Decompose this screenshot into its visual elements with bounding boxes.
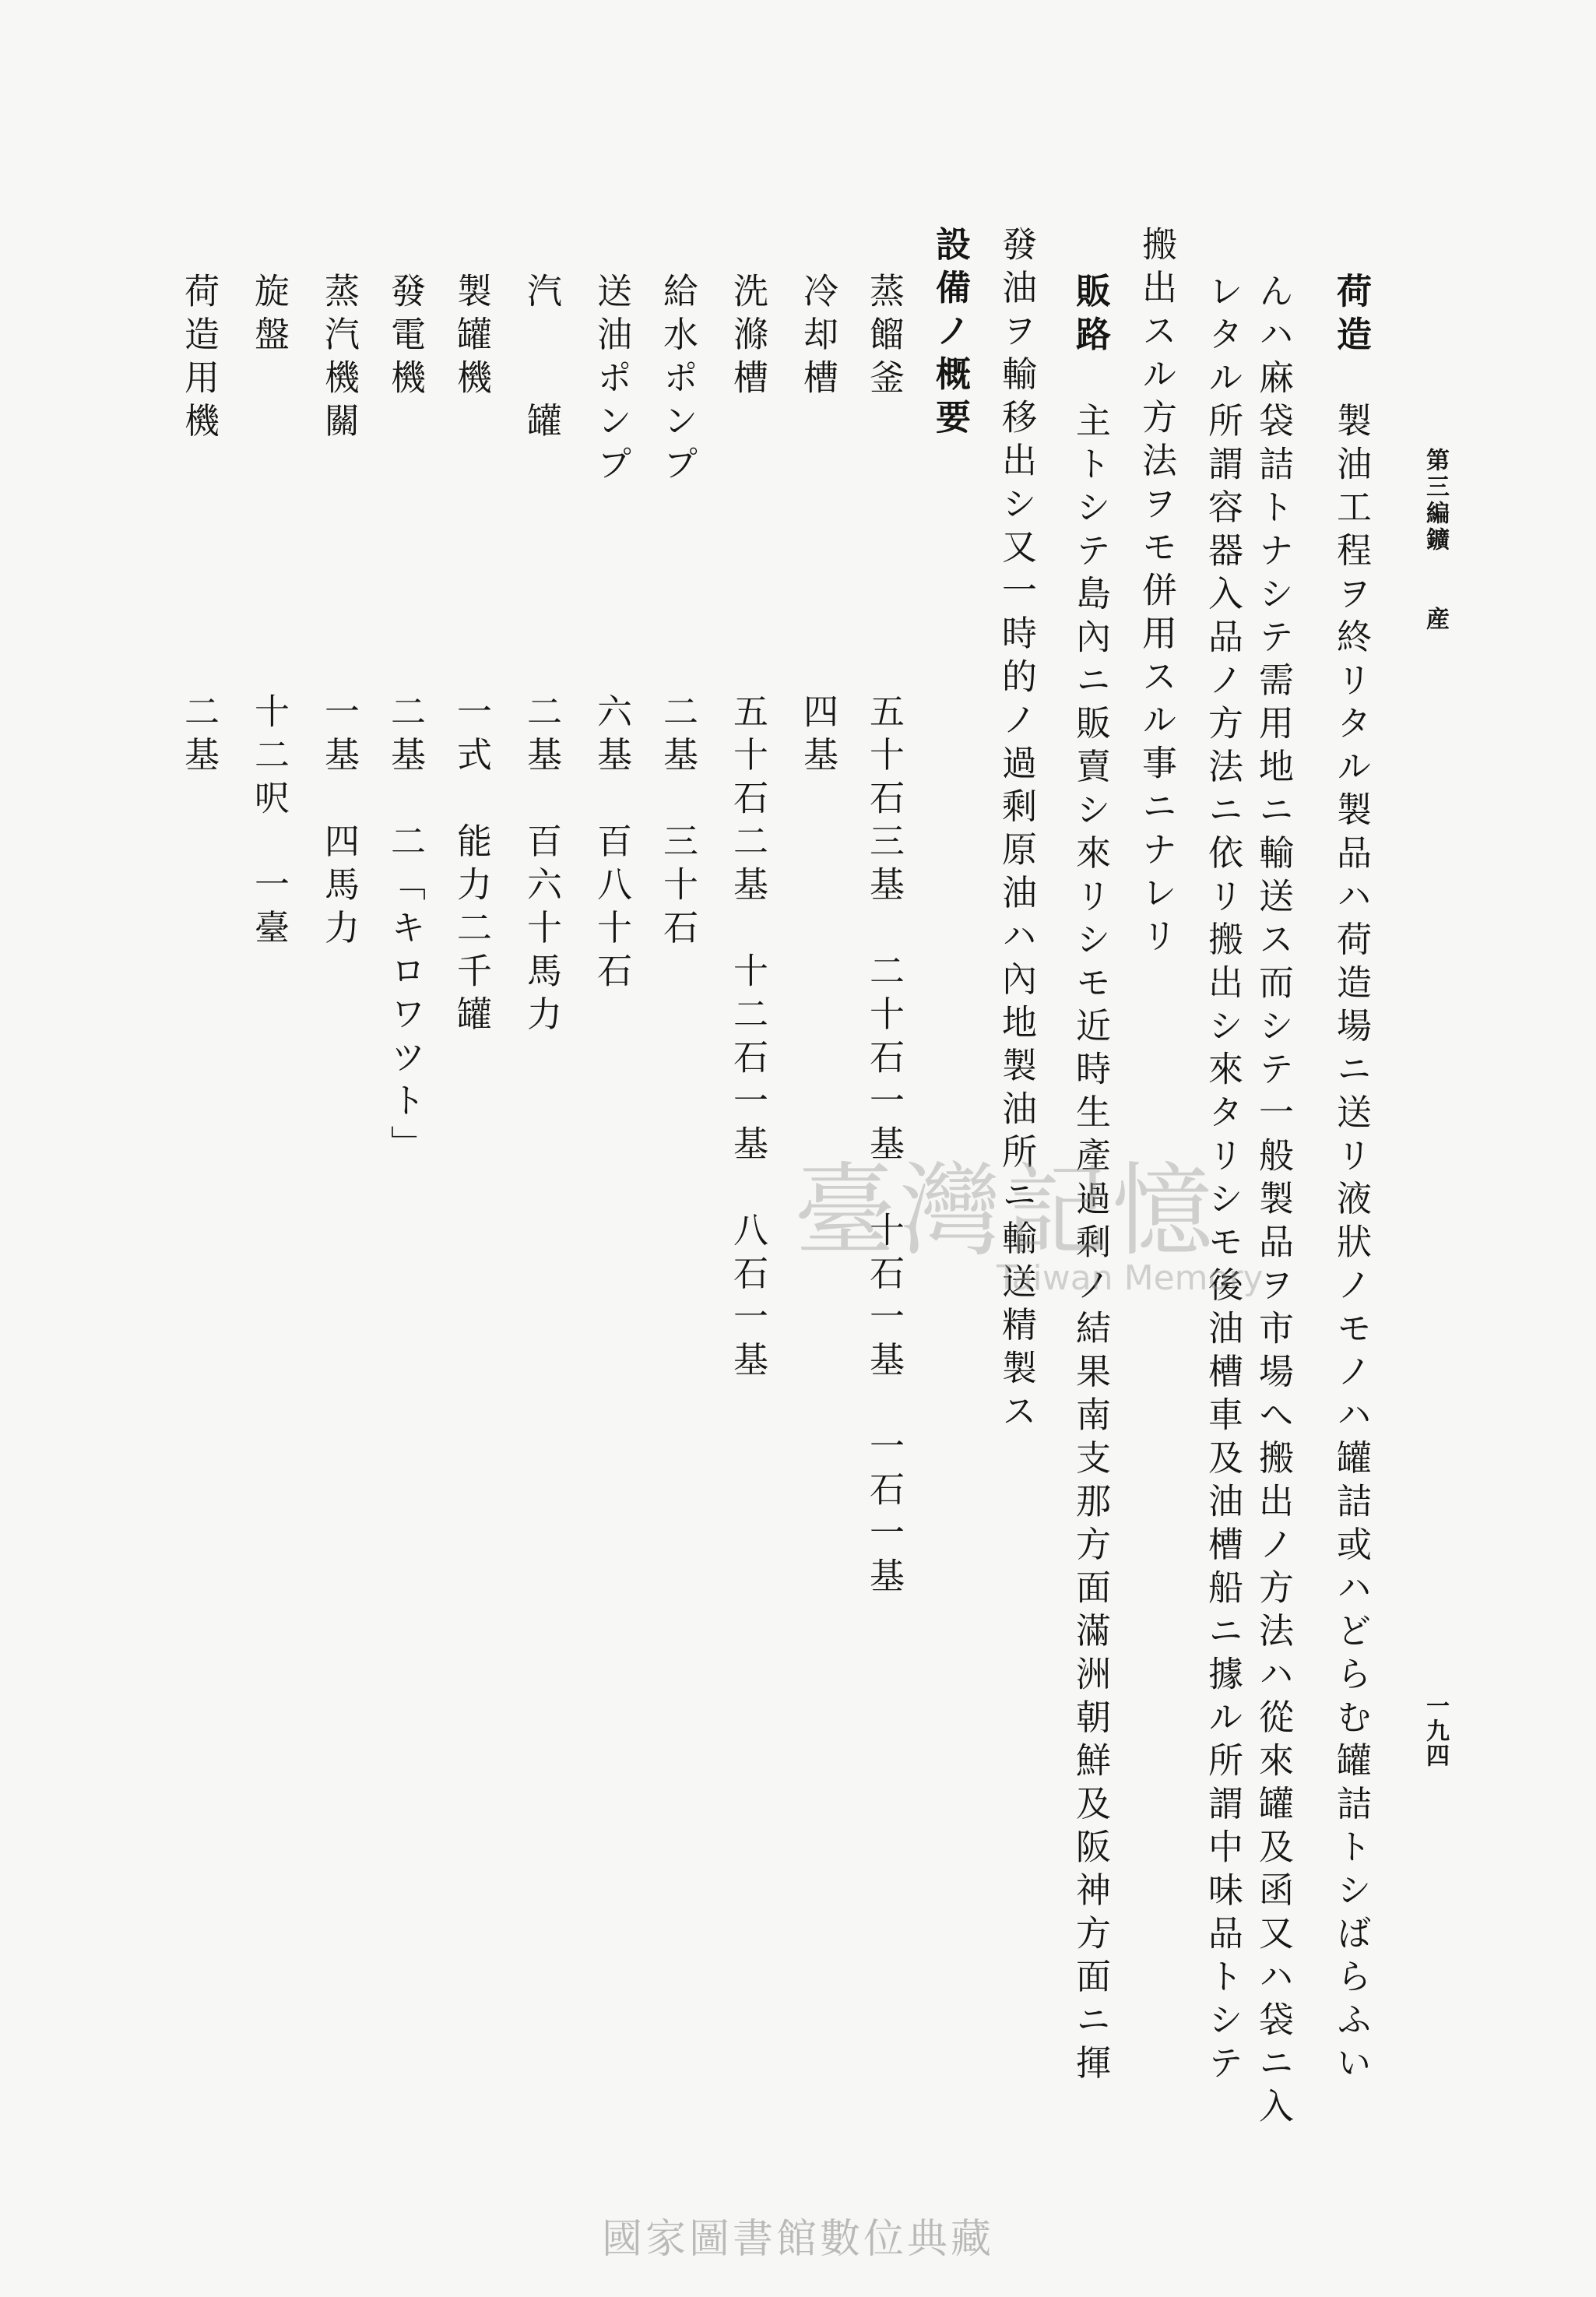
watermark-text: 臺灣記憶: [794, 1152, 1218, 1270]
watermark: [786, 1152, 1300, 1324]
body-text: 發油ヲ輸移出シ又一時的ノ過剩原油ハ內地製油所ニ輸送精製ス: [996, 226, 1037, 1436]
equipment-name: 汽 罐: [521, 273, 562, 445]
equipment-name: 蒸汽機關: [318, 273, 360, 445]
equipment-spec: 十二呎 一臺: [248, 693, 290, 952]
equipment-name: 旋盤: [248, 273, 290, 359]
equipment-spec: 二基 百六十馬力: [521, 693, 562, 1039]
equipment-spec: 二基 二「キロワツト」: [385, 693, 426, 1169]
body-line-4: [1136, 226, 1177, 961]
equipment-spec: 四基: [797, 693, 838, 779]
equipment-spec: 一式 能力二千罐: [451, 693, 492, 1039]
footer-collection-label: 國家圖書館數位典藏: [601, 2216, 994, 2263]
watermark-subtext: Taiwan Memory: [997, 1258, 1264, 1298]
equipment-name: 送油ポンプ: [591, 273, 632, 489]
equipment-name: 蒸餾釜: [863, 273, 905, 403]
equipment-name: 荷造用機: [178, 273, 220, 445]
equipment-spec: 五十石二基 十二石一基 八石一基: [727, 693, 768, 1384]
category-label: 鑛 産: [1422, 527, 1449, 633]
section-label: 第三編: [1422, 448, 1449, 527]
body-text: んハ麻袋詰トナシテ需用地ニ輸送ス而シテ一般製品ヲ市場へ搬出ノ方法ハ從來罐及函又ハ袋ニ入: [1253, 273, 1294, 2131]
body-text: レタル所謂容器入品ノ方法ニ依リ搬出シ來タリシモ後油槽車及油槽船ニ據ル所謂中味品トシテ: [1202, 273, 1243, 2088]
equipment-spec: 二基: [178, 693, 220, 779]
equipment-spec: 一基 四馬力: [318, 693, 360, 952]
body-line-7: [930, 226, 971, 442]
body-term: 設備ノ概要: [930, 226, 971, 442]
equipment-name: 發電機: [385, 273, 426, 403]
body-line-1: [1331, 273, 1372, 2088]
equipment-name: 給水ポンプ: [657, 273, 698, 489]
page-number: 一九四: [1422, 1694, 1449, 1768]
body-text: 主トシテ島內ニ販賣シ來リシモ近時生產過剩ノ結果南支那方面滿洲朝鮮及阪神方面ニ揮: [1070, 359, 1111, 2088]
equipment-spec: 五十石三基 二十石一基 十石一基 一石一基: [863, 693, 905, 1601]
body-term: 荷造: [1331, 273, 1372, 359]
body-term: 販路: [1070, 273, 1111, 359]
equipment-spec: 二基 三十石: [657, 693, 698, 952]
equipment-name: 製罐機: [451, 273, 492, 403]
equipment-spec: 六基 百八十石: [591, 693, 632, 996]
equipment-name: 洗滌槽: [727, 273, 768, 403]
section-header: [1423, 448, 1447, 633]
equipment-name: 冷却槽: [797, 273, 838, 403]
body-text: 搬出スル方法ヲモ併用スル事ニナレリ: [1136, 226, 1177, 961]
body-text: 製油工程ヲ終リタル製品ハ荷造場ニ送リ液狀ノモノハ罐詰或ハどらむ罐詰トシばらふい: [1331, 359, 1372, 2088]
